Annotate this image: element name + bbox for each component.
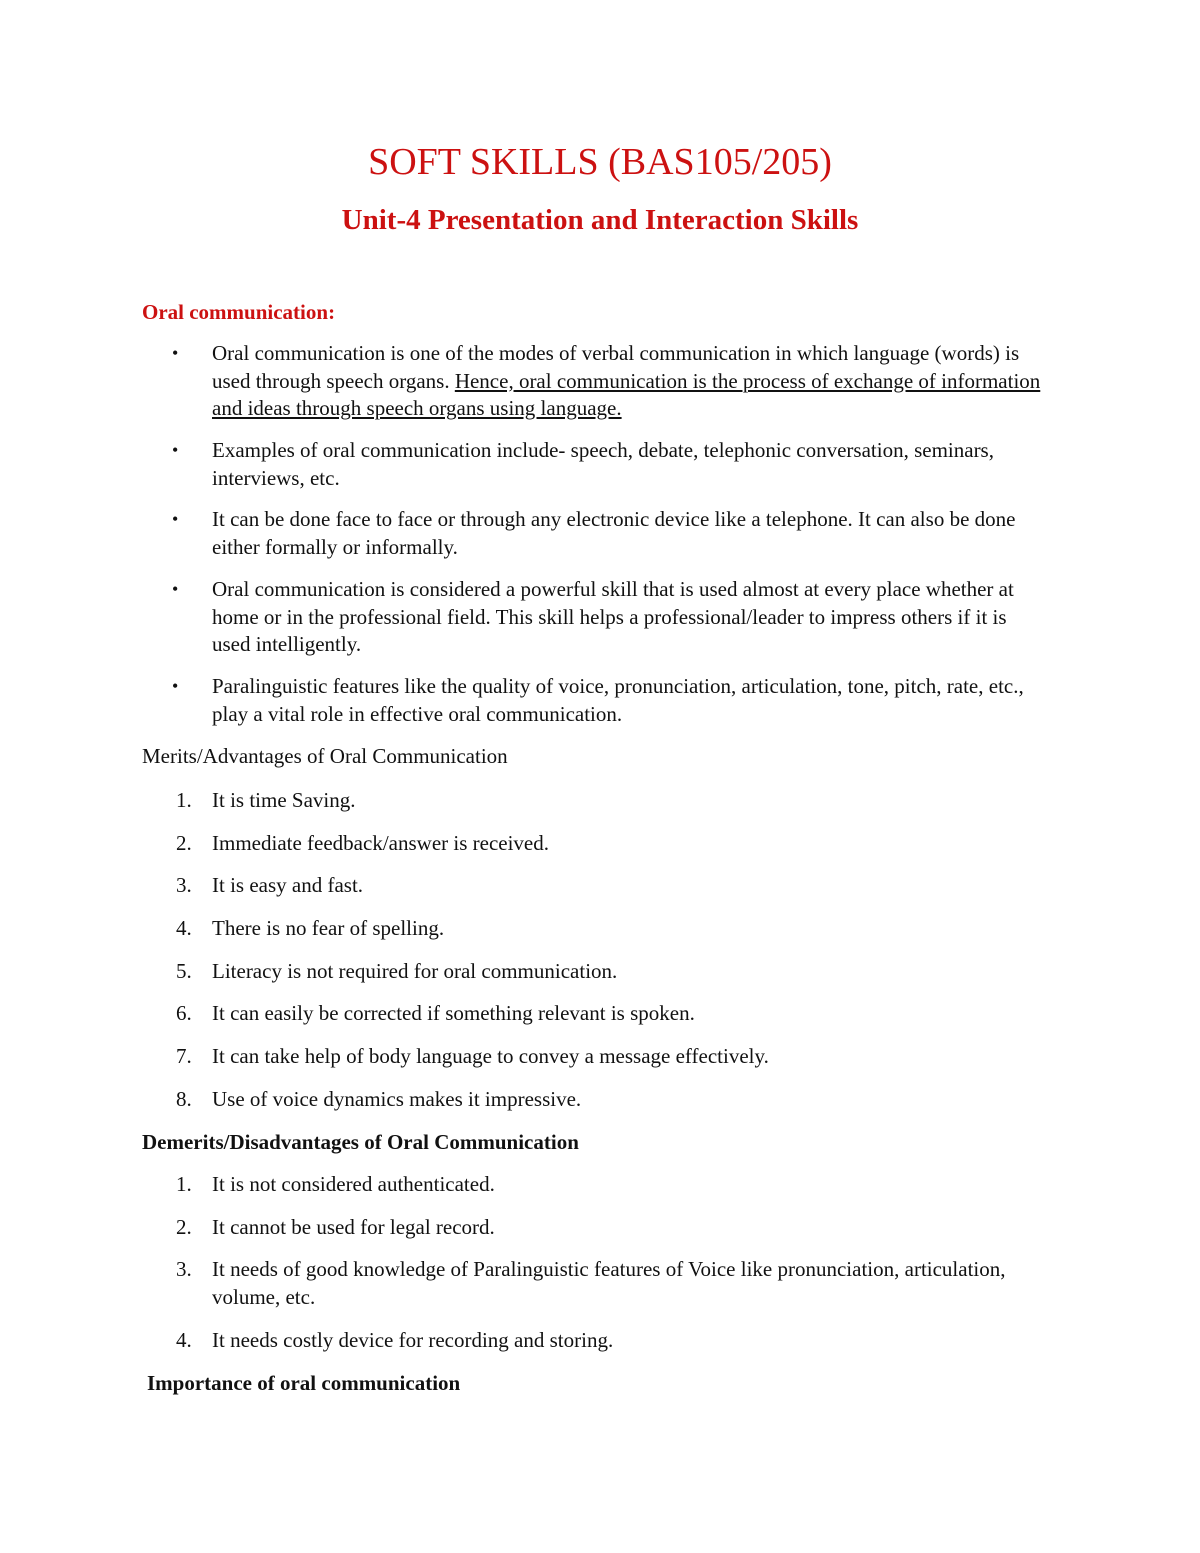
item-text: It is time Saving. [212,788,356,812]
demerits-heading: Demerits/Disadvantages of Oral Communication [142,1130,579,1154]
merits-heading: Merits/Advantages of Oral Communication [142,744,508,768]
item-number: 4. [176,1328,192,1352]
item-text: It is easy and fast. [212,873,364,897]
bullet-text: Examples of oral communication include- speech, debate, telephonic conversation, seminars, interviews, etc. [212,438,994,490]
bullet-text: Oral communication is considered a powerful skill that is used almost at every place whether at home or in the professional field. This skill helps a professional/leader to impress others if it is used intelligently. [212,577,1014,656]
item-number: 6. [176,1001,192,1025]
oral-communication-heading: Oral communication: [142,300,336,324]
item-text: There is no fear of spelling. [212,916,445,940]
item-text: Literacy is not required for oral communication. [212,959,618,983]
bullet-text: It can be done face to face or through any electronic device like a telephone. It can also be done either formally or informally. [212,507,1016,559]
bullet-icon: • [172,343,179,363]
item-number: 8. [176,1087,192,1111]
item-text: It needs of good knowledge of Paralinguistic features of Voice like pronunciation, articulation, volume, etc. [212,1257,1006,1309]
item-number: 3. [176,1257,192,1281]
item-text: It cannot be used for legal record. [212,1215,495,1239]
item-text: It can take help of body language to convey a message effectively. [212,1044,769,1068]
item-number: 2. [176,1215,192,1239]
bullet-icon: • [172,579,179,599]
item-number: 3. [176,873,192,897]
item-text: It is not considered authenticated. [212,1172,495,1196]
item-number: 4. [176,916,192,940]
bullet-icon: • [172,509,179,529]
item-number: 1. [176,788,192,812]
item-number: 7. [176,1044,192,1068]
item-number: 5. [176,959,192,983]
item-text: It needs costly device for recording and storing. [212,1328,614,1352]
bullet-text: Paralinguistic features like the quality of voice, pronunciation, articulation, tone, pitch, rate, etc., play a vital role in effective oral communication. [212,674,1024,726]
item-text: Use of voice dynamics makes it impressive. [212,1087,582,1111]
bullet-icon: • [172,440,179,460]
document-title: SOFT SKILLS (BAS105/205) [368,141,832,183]
item-text: Immediate feedback/answer is received. [212,831,549,855]
bullet-text [212,340,1042,423]
item-text: It can easily be corrected if something relevant is spoken. [212,1001,695,1025]
bullet-text-plain: Oral communication is one of the modes of verbal communication in which language (words) is used through speech organs. [212,341,1020,393]
bullet-icon: • [172,676,179,696]
item-number: 1. [176,1172,192,1196]
item-number: 2. [176,831,192,855]
bullet-text-underlined: Hence, oral communication is the process of exchange of information and ideas through speech organs using language. [212,368,1041,420]
importance-heading: Importance of oral communication [147,1371,461,1395]
document-subtitle: Unit-4 Presentation and Interaction Skills [341,204,859,236]
